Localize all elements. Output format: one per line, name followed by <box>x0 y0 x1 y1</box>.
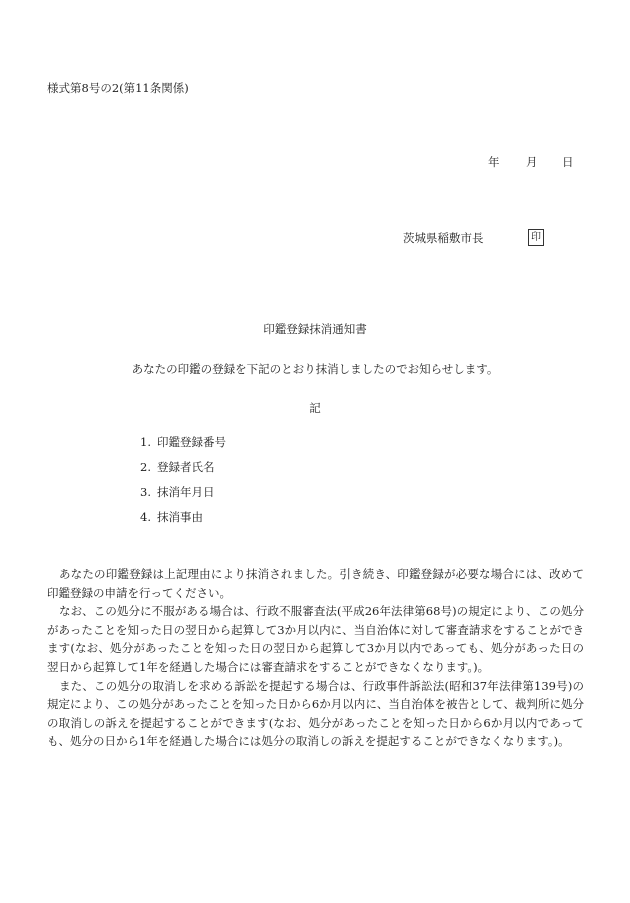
paragraph-lawsuit: また、この処分の取消しを求める訴訟を提起する場合は、行政事件訴訟法(昭和37年法律第139号)の規定により、この処分があったことを知った日から6か月以内に、当自治体を被告として、裁判所に処分の取消しの訴えを提起することができます(なお、処分があったことを知った日から6か月以内であっても、処分の日から1年を経過した場合には処分の取消しの訴えを提起することができなくなります。)。 <box>47 678 584 749</box>
list-item <box>140 509 226 534</box>
seal-mark: 印 <box>528 229 544 246</box>
list-item <box>140 459 226 484</box>
issuer-name: 茨城県稲敷市長 <box>403 231 484 245</box>
item-list <box>140 434 226 534</box>
item-label: 印鑑登録番号 <box>157 435 226 449</box>
date-month-label: 月 <box>526 155 538 169</box>
item-label: 登録者氏名 <box>157 460 215 474</box>
item-number: 1. <box>140 435 151 449</box>
item-number: 4. <box>140 510 151 524</box>
paragraph-reregistration: あなたの印鑑登録は上記理由により抹消されました。引き続き、印鑑登録が必要な場合には、改めて印鑑登録の申請を行ってください。 <box>47 567 584 600</box>
item-number: 3. <box>140 485 151 499</box>
body-text <box>47 565 584 751</box>
form-number: 様式第8号の2(第11条関係) <box>47 81 189 95</box>
ki-heading: 記 <box>309 401 321 415</box>
notice-sentence: あなたの印鑑の登録を下記のとおり抹消しましたのでお知らせします。 <box>131 362 499 376</box>
date-day-label: 日 <box>562 155 574 169</box>
list-item <box>140 434 226 459</box>
date-year-label: 年 <box>488 155 500 169</box>
document-title: 印鑑登録抹消通知書 <box>263 322 367 336</box>
list-item <box>140 484 226 509</box>
item-label: 抹消事由 <box>157 510 203 524</box>
item-number: 2. <box>140 460 151 474</box>
item-label: 抹消年月日 <box>157 485 215 499</box>
paragraph-appeal: なお、この処分に不服がある場合は、行政不服審査法(平成26年法律第68号)の規定により、この処分があったことを知った日の翌日から起算して3か月以内に、当自治体に対して審査請求をすることができます(なお、処分があったことを知った日の翌日から起算して3か月以内であっても、処分があった日の翌日から起算して1年を経過した場合には審査請求をすることができなくなります。)。 <box>47 604 584 674</box>
